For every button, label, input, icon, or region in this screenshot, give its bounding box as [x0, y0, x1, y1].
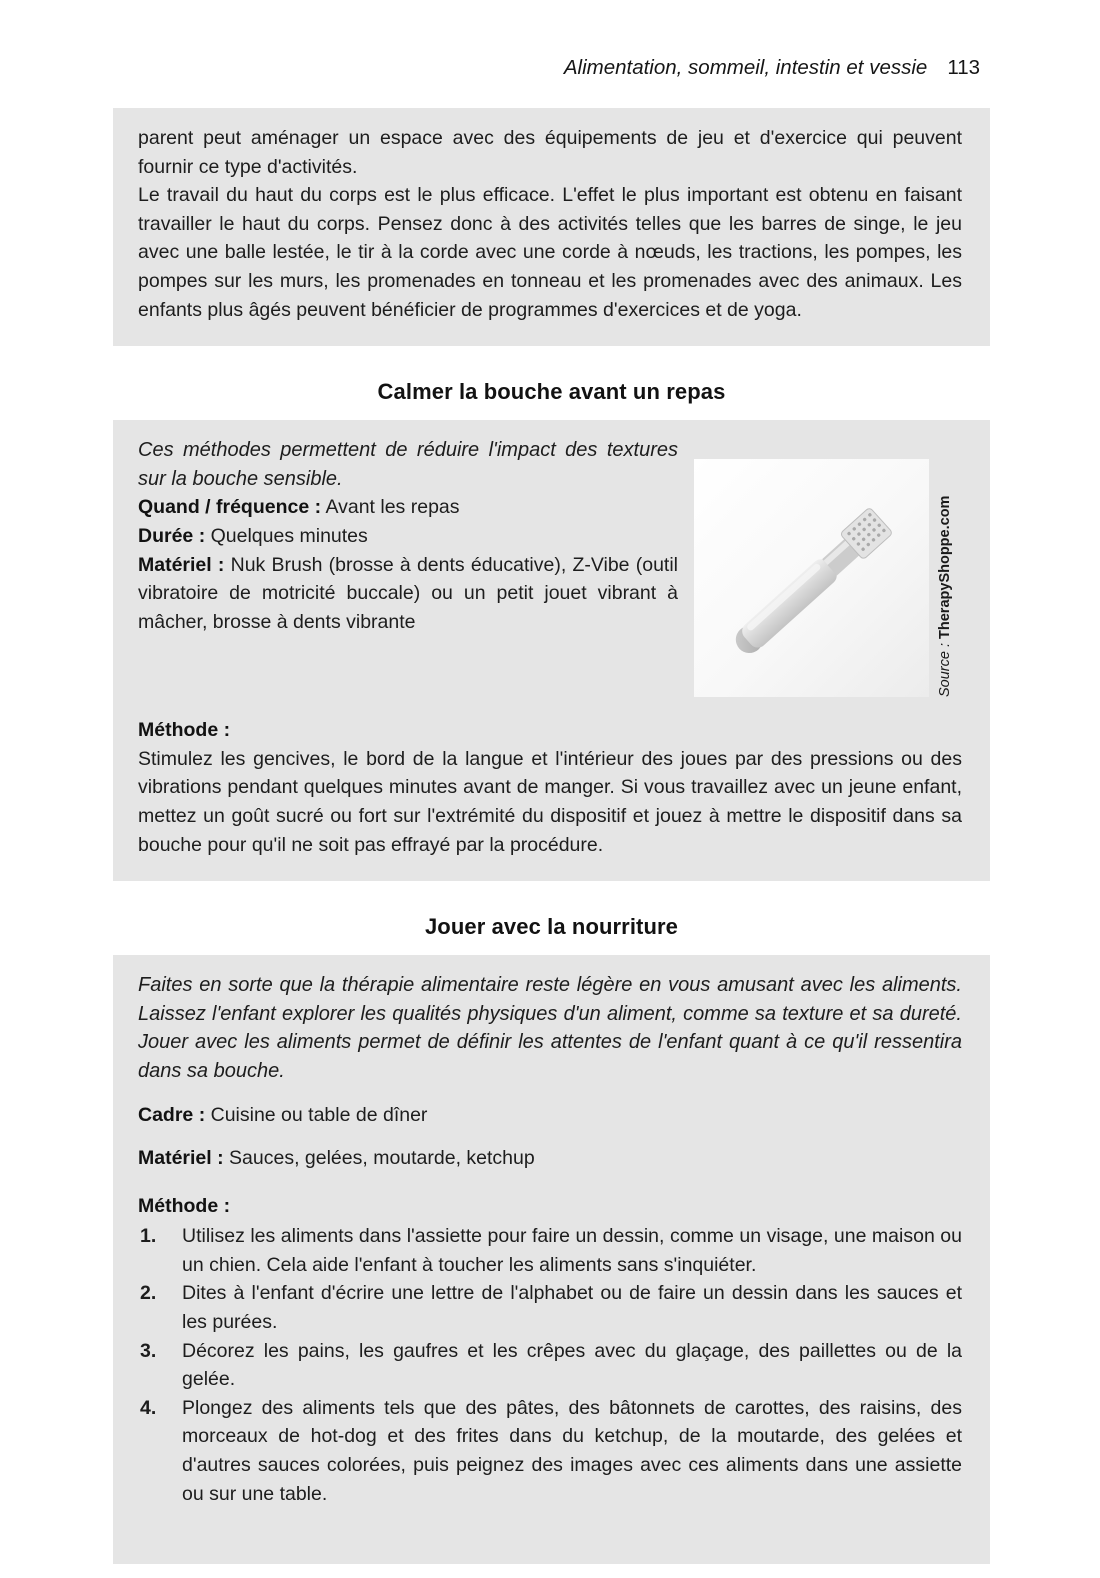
step-number: 2.: [140, 1282, 157, 1305]
section-heading-jouer: Jouer avec la nourriture: [424, 914, 679, 940]
field-quand: [138, 493, 678, 522]
step-text: Décorez les pains, les gaufres et les crêpes avec du glaçage, des paillettes ou de la gelée.: [182, 1339, 962, 1391]
section-heading-calmer: Calmer la bouche avant un repas: [377, 379, 726, 405]
field-materiel-2-label: Matériel :: [138, 1147, 224, 1170]
figure-source-caption: [929, 459, 962, 697]
page-number: 113: [947, 56, 980, 79]
field-quand-label: Quand / fréquence :: [138, 496, 322, 519]
section2-method-label: Méthode :: [138, 1194, 231, 1217]
list-item: [138, 1337, 962, 1394]
page-header: [113, 0, 990, 80]
figure-source-prefix: Source :: [937, 643, 953, 698]
page-content: [113, 0, 990, 1564]
field-quand-value: Avant les repas: [325, 496, 460, 519]
field-materiel-2: [138, 1144, 962, 1173]
section-block-calmer: [113, 420, 990, 881]
list-item: [138, 1279, 962, 1336]
section2-intro: Faites en sorte que la thérapie alimentaire reste légère en vous amusant avec les aliments. Laissez l'enfant explorer les qualités physiques d'un aliment, comme sa texture et sa dureté. Jouer avec les aliments permet de définir les attentes de l'enfant quant à ce qu'il ressentira dans sa bouche.: [138, 974, 962, 1082]
list-item: [138, 1394, 962, 1508]
figure-source-name: TherapyShoppe.com: [937, 495, 953, 640]
oral-motor-tool-illustration: [694, 459, 929, 697]
intro-paragraph-1: parent peut aménager un espace avec des équipements de jeu et d'exercice qui peuvent fournir ce type d'activités.: [138, 127, 962, 178]
field-cadre: [138, 1101, 962, 1130]
section2-fields: [138, 1101, 962, 1173]
section1-method-text: Stimulez les gencives, le bord de la langue et l'intérieur des joues par des pressions ou des vibrations pendant quelques minutes avant de manger. Si vous travaillez avec un jeune enfant, mettez un goût sucré ou fort sur l'extrémité du dispositif et jouez à mettre le dispositif dans sa bouche pour qu'il ne soit pas effrayé par la procédure.: [138, 747, 962, 856]
field-cadre-label: Cadre :: [138, 1103, 206, 1126]
step-number: 1.: [140, 1225, 157, 1248]
section1-intro: Ces méthodes permettent de réduire l'impact des textures sur la bouche sensible.: [138, 439, 678, 490]
field-materiel-1: [138, 551, 678, 637]
figure-column: [694, 459, 962, 697]
field-duree-label: Durée :: [138, 524, 206, 547]
field-duree-value: Quelques minutes: [210, 524, 368, 547]
field-materiel-2-value: Sauces, gelées, moutarde, ketchup: [229, 1147, 535, 1170]
list-item: [138, 1222, 962, 1279]
section1-text-column: [138, 436, 694, 697]
step-number: 4.: [140, 1396, 157, 1419]
field-duree: [138, 522, 678, 551]
step-number: 3.: [140, 1339, 157, 1362]
field-materiel-1-value: Nuk Brush (brosse à dents éducative), Z-Vibe (outil vibratoire de motricité buccale) ou un petit jouet vibrant à mâcher, brosse à dents vibrante: [138, 553, 678, 633]
method-steps-list: [138, 1222, 962, 1508]
running-title: Alimentation, sommeil, intestin et vessie: [563, 56, 928, 79]
intro-text-block: [113, 108, 990, 346]
oral-motor-tool-photo: [694, 459, 929, 697]
section-block-jouer: [113, 955, 990, 1564]
field-cadre-value: Cuisine ou table de dîner: [210, 1103, 428, 1126]
step-text: Plongez des aliments tels que des pâtes, des bâtonnets de carottes, des raisins, des morceaux de hot-dog et des frites dans du ketchup, de la moutarde, des gelées et d'autres sauces colorées, puis peignez des images avec ces aliments dans une assiette ou sur une table.: [182, 1396, 962, 1505]
section1-columns: [138, 436, 962, 697]
section1-method-label: Méthode :: [138, 719, 231, 742]
step-text: Dites à l'enfant d'écrire une lettre de l'alphabet ou de faire un dessin dans les sauces et les purées.: [182, 1282, 962, 1334]
field-materiel-1-label: Matériel :: [138, 553, 225, 576]
intro-paragraph-2: Le travail du haut du corps est le plus efficace. L'effet le plus important est obtenu en faisant travailler le haut du corps. Pensez donc à des activités telles que les barres de singe, le jeu avec une balle lestée, le tir à la corde avec une corde à nœuds, les tractions, les pompes, les pompes sur les murs, les promenades en tonneau et les promenades avec des animaux. Les enfants plus âgés peuvent bénéficier de programmes d'exercices et de yoga.: [138, 184, 962, 321]
step-text: Utilisez les aliments dans l'assiette pour faire un dessin, comme un visage, une maison ou un chien. Cela aide l'enfant à toucher les aliments sans s'inquiéter.: [182, 1225, 962, 1276]
